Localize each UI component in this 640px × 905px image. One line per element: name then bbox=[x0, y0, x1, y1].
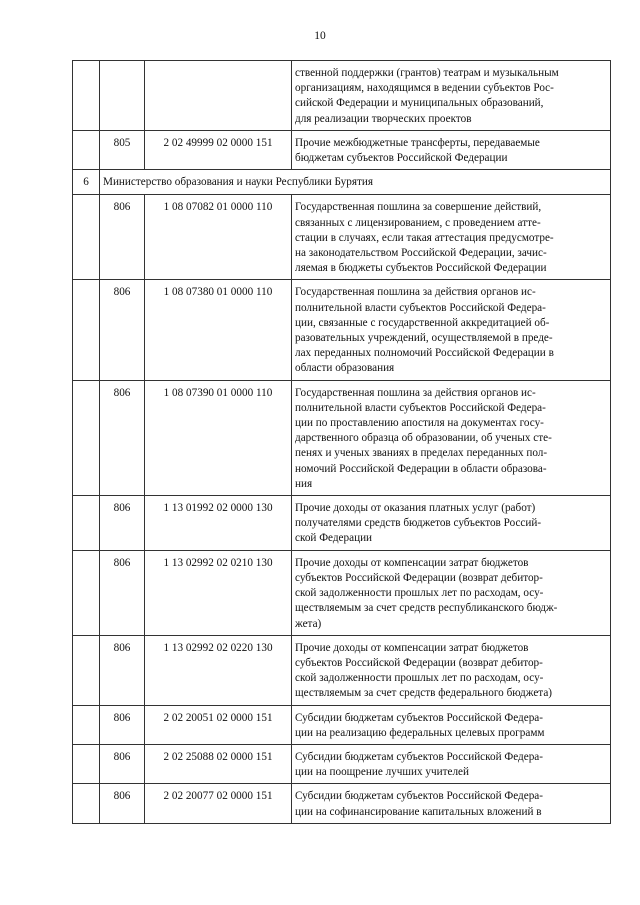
description-line: ния bbox=[295, 477, 313, 490]
description-line: дарственного образца об образовании, об ученых сте- bbox=[295, 432, 552, 445]
description-line: для реализации творческих проектов bbox=[295, 112, 472, 125]
kbk-code-cell: 2 02 20077 02 0000 151 bbox=[145, 784, 292, 823]
admin-code-cell: 806 bbox=[100, 280, 145, 380]
description-line: ции на софинансирование капитальных вложений в bbox=[295, 805, 542, 818]
description-cell bbox=[292, 635, 611, 705]
description-line: организациям, находящимся в ведении субъектов Рос- bbox=[295, 82, 554, 95]
description-cell bbox=[292, 496, 611, 551]
row-index-cell bbox=[73, 635, 100, 705]
description-line: области образования bbox=[295, 362, 395, 375]
row-index-cell bbox=[73, 550, 100, 635]
description-line: Государственная пошлина за действия органов ис- bbox=[295, 386, 536, 399]
description-line: ции по проставлению апостиля на документах госу- bbox=[295, 417, 544, 430]
kbk-code-cell bbox=[145, 61, 292, 131]
table-row bbox=[73, 744, 611, 783]
admin-code-cell: 806 bbox=[100, 784, 145, 823]
table-row bbox=[73, 280, 611, 380]
description-line: сийской Федерации и муниципальных образований, bbox=[295, 97, 544, 110]
table-row bbox=[73, 496, 611, 551]
table-row bbox=[73, 784, 611, 823]
revenue-table-body bbox=[73, 61, 611, 824]
admin-code-cell: 806 bbox=[100, 635, 145, 705]
description-cell bbox=[292, 550, 611, 635]
description-line: жета) bbox=[295, 617, 322, 630]
admin-code-cell: 806 bbox=[100, 195, 145, 280]
admin-code-cell bbox=[100, 61, 145, 131]
description-line: лах переданных полномочий Российской Федерации в bbox=[295, 347, 554, 360]
description-line: ции на реализацию федеральных целевых программ bbox=[295, 726, 545, 739]
description-line: ществляемым за счет средств республиканского бюдж- bbox=[295, 602, 558, 615]
description-line: ской Федерации bbox=[295, 532, 373, 545]
admin-code-cell: 806 bbox=[100, 550, 145, 635]
description-line: Государственная пошлина за совершение действий, bbox=[295, 201, 542, 214]
description-cell bbox=[292, 784, 611, 823]
table-row bbox=[73, 635, 611, 705]
row-index-cell bbox=[73, 195, 100, 280]
row-index-cell bbox=[73, 496, 100, 551]
description-line: связанных с лицензированием, с проведением атте- bbox=[295, 216, 541, 229]
description-line: полнительной власти субъектов Российской Федера- bbox=[295, 301, 546, 314]
table-row bbox=[73, 705, 611, 744]
row-index-cell bbox=[73, 705, 100, 744]
description-line: получателями средств бюджетов субъектов Россий- bbox=[295, 517, 542, 530]
row-index-cell bbox=[73, 744, 100, 783]
kbk-code-cell: 1 08 07390 01 0000 110 bbox=[145, 380, 292, 495]
description-line: Субсидии бюджетам субъектов Российской Федера- bbox=[295, 750, 543, 763]
kbk-code-cell: 2 02 25088 02 0000 151 bbox=[145, 744, 292, 783]
description-cell bbox=[292, 744, 611, 783]
description-line: полнительной власти субъектов Российской Федера- bbox=[295, 401, 546, 414]
description-line: Прочие доходы от компенсации затрат бюджетов bbox=[295, 556, 529, 569]
description-cell bbox=[292, 61, 611, 131]
kbk-code-cell: 2 02 49999 02 0000 151 bbox=[145, 130, 292, 169]
table-row bbox=[73, 61, 611, 131]
table-row bbox=[73, 130, 611, 169]
kbk-code-cell: 1 08 07380 01 0000 110 bbox=[145, 280, 292, 380]
description-line: субъектов Российской Федерации (возврат дебитор- bbox=[295, 571, 543, 584]
description-line: ции, связанные с государственной аккредитацией об- bbox=[295, 316, 550, 329]
description-line: ской задолженности прошлых лет по расходам, осу- bbox=[295, 672, 544, 685]
description-line: разовательных учреждений, осуществляемой в преде- bbox=[295, 332, 553, 345]
description-line: стации в случаях, если такая аттестация предусмотре- bbox=[295, 231, 554, 244]
description-line: номочий Российской Федерации в области образова- bbox=[295, 462, 547, 475]
description-line: Субсидии бюджетам субъектов Российской Федера- bbox=[295, 711, 543, 724]
description-line: ской задолженности прошлых лет по расходам, осу- bbox=[295, 587, 544, 600]
description-line: пенях и ученых званиях в пределах переданных пол- bbox=[295, 447, 548, 460]
description-cell bbox=[292, 705, 611, 744]
table-row bbox=[73, 550, 611, 635]
description-line: Прочие доходы от оказания платных услуг (работ) bbox=[295, 502, 536, 515]
table-row bbox=[73, 380, 611, 495]
admin-code-cell: 806 bbox=[100, 496, 145, 551]
kbk-code-cell: 1 13 02992 02 0210 130 bbox=[145, 550, 292, 635]
description-line: ляемая в бюджеты субъектов Российской Федерации bbox=[295, 262, 547, 275]
page-number: 10 bbox=[314, 30, 326, 42]
ministry-number: 6 bbox=[73, 170, 100, 195]
description-line: субъектов Российской Федерации (возврат дебитор- bbox=[295, 656, 543, 669]
row-index-cell bbox=[73, 380, 100, 495]
admin-code-cell: 806 bbox=[100, 744, 145, 783]
kbk-code-cell: 1 13 02992 02 0220 130 bbox=[145, 635, 292, 705]
description-line: Прочие доходы от компенсации затрат бюджетов bbox=[295, 641, 529, 654]
description-line: ществляемым за счет средств федерального бюджета) bbox=[295, 687, 553, 700]
row-index-cell bbox=[73, 61, 100, 131]
admin-code-cell: 805 bbox=[100, 130, 145, 169]
row-index-cell bbox=[73, 784, 100, 823]
kbk-code-cell: 1 13 01992 02 0000 130 bbox=[145, 496, 292, 551]
admin-code-cell: 806 bbox=[100, 705, 145, 744]
admin-code-cell: 806 bbox=[100, 380, 145, 495]
description-line: Государственная пошлина за действия органов ис- bbox=[295, 286, 536, 299]
row-index-cell bbox=[73, 280, 100, 380]
description-line: ственной поддержки (грантов) театрам и музыкальным bbox=[295, 67, 559, 79]
revenue-table bbox=[72, 60, 611, 824]
description-line: ции на поощрение лучших учителей bbox=[295, 766, 469, 779]
description-line: Субсидии бюджетам субъектов Российской Федера- bbox=[295, 790, 543, 803]
ministry-header-row bbox=[73, 170, 611, 195]
description-line: бюджетам субъектов Российской Федерации bbox=[295, 152, 508, 165]
description-cell bbox=[292, 195, 611, 280]
description-cell bbox=[292, 130, 611, 169]
row-index-cell bbox=[73, 130, 100, 169]
description-line: Прочие межбюджетные трансферты, передаваемые bbox=[295, 136, 540, 149]
description-line: на законодательством Российской Федерации, зачис- bbox=[295, 247, 547, 260]
kbk-code-cell: 2 02 20051 02 0000 151 bbox=[145, 705, 292, 744]
ministry-name: Министерство образования и науки Республики Бурятия bbox=[100, 170, 611, 195]
table-row bbox=[73, 195, 611, 280]
description-cell bbox=[292, 380, 611, 495]
description-cell bbox=[292, 280, 611, 380]
kbk-code-cell: 1 08 07082 01 0000 110 bbox=[145, 195, 292, 280]
